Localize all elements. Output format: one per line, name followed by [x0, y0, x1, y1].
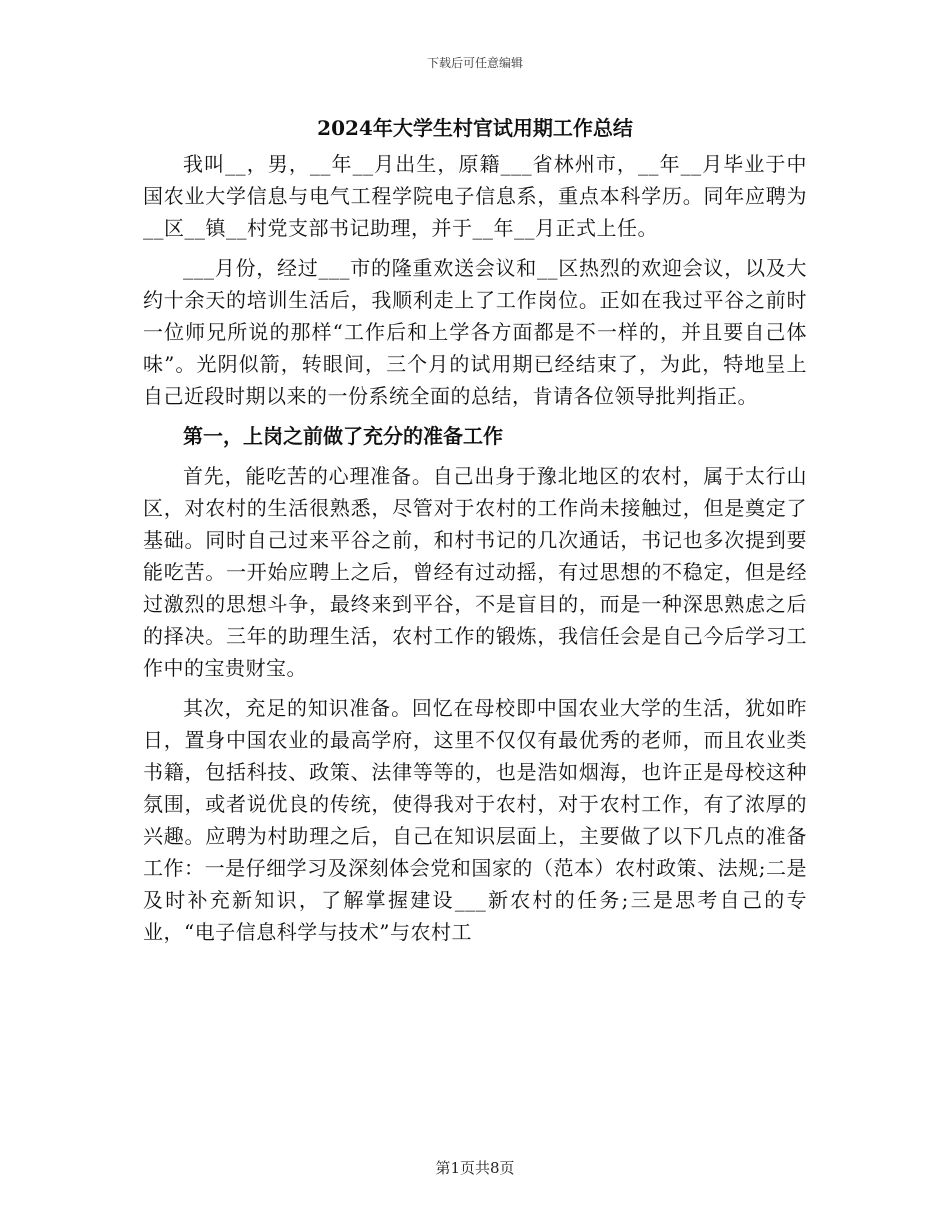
- paragraph-intro: 我叫__，男，__年__月出生，原籍___省林州市，__年__月毕业于中国农业大学信息与电气工程学院电子信息系，重点本科学历。同年应聘为__区__镇__村党支部书记助理，并于__年__月正式上任。: [143, 152, 807, 240]
- document-body: [143, 112, 807, 948]
- section-heading: 第一，上岗之前做了充分的准备工作: [183, 424, 503, 448]
- document-title: 2024年大学生村官试用期工作总结: [317, 116, 633, 140]
- page-header: 下载后可任意编辑: [426, 56, 523, 70]
- paragraph-mental-prep: 首先，能吃苦的心理准备。自己出身于豫北地区的农村，属于太行山区，对农村的生活很熟悉，尽管对于农村的工作尚未接触过，但是奠定了基础。同时自己过来平谷之前，和村书记的几次通话，书记也多次提到要能吃苦。一开始应聘上之后，曾经有过动摇，有过思想的不稳定，但是经过激烈的思想斗争，最终来到平谷，不是盲目的，而是一种深思熟虑之后的择决。三年的助理生活，农村工作的锻炼，我信任会是自己今后学习工作中的宝贵财宝。: [143, 464, 807, 680]
- paragraph-knowledge-prep: 其次，充足的知识准备。回忆在母校即中国农业大学的生活，犹如昨日，置身中国农业的最高学府，这里不仅仅有最优秀的老师，而且农业类书籍，包括科技、政策、法律等等的，也是浩如烟海，也许正是母校这种氛围，或者说优良的传统，使得我对于农村，对于农村工作，有了浓厚的兴趣。应聘为村助理之后，自己在知识层面上，主要做了以下几点的准备工作：一是仔细学习及深刻体会党和国家的（范本）农村政策、法规;二是及时补充新知识，了解掌握建设___新农村的任务;三是思考自己的专业，“电子信息科学与技术”与农村工: [143, 696, 807, 944]
- page-footer: 第1页共8页: [435, 1159, 515, 1177]
- paragraph-overview: ___月份，经过___市的隆重欢送会议和__区热烈的欢迎会议，以及大约十余天的培训生活后，我顺利走上了工作岗位。正如在我过平谷之前时一位师兄所说的那样“工作后和上学各方面都是不一样的，并且要自己体味”。光阴似箭，转眼间，三个月的试用期已经结束了，为此，特地呈上自己近段时期以来的一份系统全面的总结，肯请各位领导批判指正。: [143, 256, 807, 408]
